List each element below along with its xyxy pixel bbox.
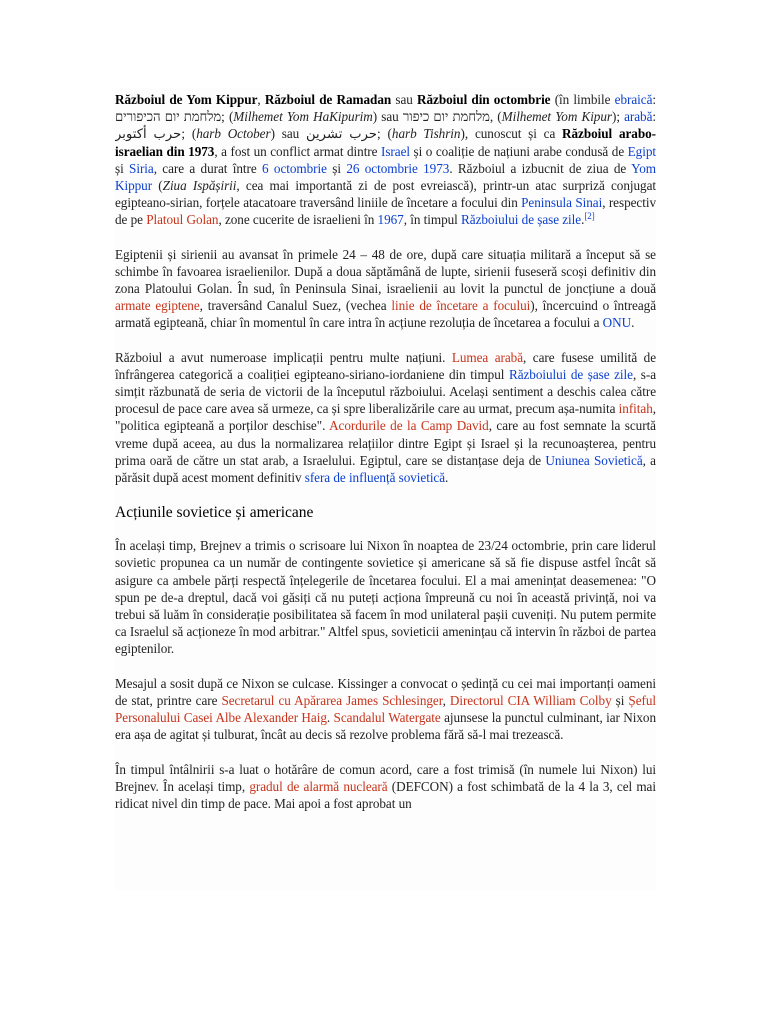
link-siria[interactable]: Siria <box>129 160 154 176</box>
text: . <box>581 212 585 228</box>
paragraph-advance <box>115 246 656 332</box>
link-armate-egiptene[interactable]: armate egiptene <box>115 298 200 314</box>
text: În același timp, Brejnev a trimis o scrisoare lui Nixon în noaptea de 23/24 octombrie, prin care liderul sovietic propunea ca un număr de contingente sovietice și americane să să fie dispuse astfel încât să asigure ca ambele părți respectă înțelegerile de încetarea focului. El a mai amenințat deasemenea: "O spun pe de-a dreptul, dacă voi găsiți că nu puteți acționa împreună cu noi în această privință, noi va trebui să luăm în considerație posibilitatea să facem în mod unilateral pașii cuveniți. Nu putem permite ca Israelul să acționeze în mod arbitrar." Altfel spus, sovieticii amenințau că intervin în război de partea egiptenilor. <box>115 538 656 657</box>
text: și <box>115 160 130 176</box>
link-linie-de-incetare[interactable]: linie de încetare a focului <box>391 298 531 314</box>
link-haig[interactable]: Șeful Personalului Casei Albe Alexander Haig <box>115 692 656 726</box>
text-arabic: ) sau حرب تشرين; ( <box>270 126 392 142</box>
section-heading: Acțiunile sovietice și americane <box>115 504 314 522</box>
text: Războiul a avut numeroase implicații pentru multe națiuni. <box>115 349 452 365</box>
term-yom-kippur-war: Războiul de Yom Kippur <box>115 92 258 107</box>
text: (în limbile <box>550 92 615 107</box>
text: ajunsese la punctul culminant, iar Nixon era așa de agitat și tulburat, încât au decis să rezolve problema fără să-l mai trezească. <box>115 710 656 743</box>
paragraph-defcon <box>115 761 656 813</box>
term-october-war: Războiul din octombrie <box>417 92 551 107</box>
link-colby[interactable]: Directorul CIA William Colby <box>449 692 612 708</box>
link-schlesinger[interactable]: Secretarul cu Apărarea James Schlesinger <box>221 692 443 708</box>
link-camp-david[interactable]: Acordurile de la Camp David <box>329 418 489 434</box>
text-italic: harb October <box>196 126 271 142</box>
link-razboiul-de-sase-zile-2[interactable]: Războiului de șase zile <box>508 366 633 382</box>
text-italic: Milhemet Yom Kipur <box>501 109 612 125</box>
link-platoul-golan[interactable]: Platoul Golan <box>146 212 219 228</box>
text-italic: Ziua Ispășirii <box>162 178 237 194</box>
text: , care fusese umilită de înfrângerea categorică a coaliției egipteano-siriano-iordaniene din timpul <box>115 349 656 382</box>
text: , a fost un conflict armat dintre <box>214 143 381 159</box>
link-26-octombrie[interactable]: 26 octombrie <box>346 160 418 176</box>
link-araba[interactable]: arabă <box>624 109 653 125</box>
text: În timpul întâlnirii s-a luat o hotărâre de comun acord, care a fost trimisă (în numele lui Nixon) lui Brejnev. În același timp, <box>115 761 656 794</box>
text: , <box>257 92 265 107</box>
text: Egiptenii și sirienii au avansat în primele 24 – 48 de ore, după care situația militară a început să se schimbe în favoarea israelienilor. După a doua săptămână de lupte, sirienii fuseseră scoși definitiv din zona Platoului Golan. În sud, în Peninsula Sinai, israelienii au lovit la punctul de joncțiune a două <box>115 246 656 297</box>
text: , s-a simțit răzbunată de seria de victorii de la începutul războiului. Același sentiment a deschis calea către procesul de pace care avea să urmeze, ca și spre liberalizările care au urmat, precum așa-numita <box>115 366 656 417</box>
text: , traversând Canalul Suez, (vechea <box>199 298 392 314</box>
paragraph-intro <box>115 91 656 229</box>
term-ramadan-war: Războiul de Ramadan <box>264 92 392 107</box>
text-italic: harb Tishrin <box>391 126 461 142</box>
link-yom-kippur[interactable]: Yom Kippur <box>115 160 656 194</box>
text: , care au fost semnate la scurtă vreme după aceea, au dus la normalizarea relațiilor dintre Egipt și Israel și la recunoașterea, pentru prima oară de către un stat arab, a Israelului. Egiptul, care se distanțase deja de <box>115 418 656 468</box>
text: , respectiv de pe <box>115 195 656 228</box>
text: , care a durat între <box>153 160 263 176</box>
text: . Războiul a izbucnit de ziua de <box>449 160 632 176</box>
link-peninsula-sinai[interactable]: Peninsula Sinai <box>521 195 603 211</box>
link-infitah[interactable]: infitah <box>618 401 653 417</box>
link-watergate[interactable]: Scandalul Watergate <box>333 710 441 726</box>
link-egipt[interactable]: Egipt <box>627 143 656 159</box>
text: , zone cucerite de israelieni în <box>218 212 378 228</box>
text: . <box>631 315 635 331</box>
text: (DEFCON) a fost schimbată de la 4 la 3, cel mai ridicat nivel din timp de pace. Mai apoi a fost aprobat un <box>115 778 656 811</box>
text: , a părăsit după acest moment definitiv <box>115 452 656 486</box>
text: și <box>326 160 347 176</box>
link-razboiul-de-sase-zile[interactable]: Războiului de șase zile <box>461 212 582 228</box>
text: și o coaliție de națiuni arabe condusă de <box>410 143 628 159</box>
link-onu[interactable]: ONU <box>602 315 632 331</box>
link-lumea-araba[interactable]: Lumea arabă <box>451 349 524 365</box>
paragraph-implications <box>115 349 656 487</box>
text: și <box>611 692 629 708</box>
text: ), cunoscut și ca <box>460 126 563 142</box>
term-arab-israeli-war: Războiul arabo-israelian din 1973 <box>115 126 656 159</box>
text: Mesajul a sosit după ce Nixon se culcase. Kissinger a convocat o ședință cu cei mai importanți oameni de stat, printre care <box>115 675 656 708</box>
link-1967[interactable]: 1967 <box>377 212 404 228</box>
link-sfera-de-influenta[interactable]: sfera de influență sovietică <box>304 470 446 486</box>
text: , <box>442 692 450 708</box>
link-israel[interactable]: Israel <box>381 143 410 159</box>
text: ( <box>152 178 163 194</box>
paragraph-kissinger-meeting <box>115 675 656 744</box>
article-body <box>115 88 656 890</box>
link-1973[interactable]: 1973 <box>423 160 450 176</box>
text: sau <box>391 92 418 107</box>
text: . <box>445 470 449 486</box>
text: ); <box>611 109 625 125</box>
link-defcon[interactable]: gradul de alarmă nucleară <box>249 778 388 794</box>
text-italic: Milhemet Yom HaKipurim <box>233 109 373 125</box>
text: , cea mai importantă zi de post evreiască), printr-un atac surpriză conjugat egipteano-sirian, forțele atacatoare traversând liniile de încetare a focului din <box>115 178 656 211</box>
link-uniunea-sovietica[interactable]: Uniunea Sovietică <box>545 452 643 468</box>
text: , "politica egipteană a porților deschise". <box>115 401 656 434</box>
link-ebraica[interactable]: ebraică <box>614 92 653 107</box>
text: , în timpul <box>403 212 462 228</box>
link-6-octombrie[interactable]: 6 octombrie <box>262 160 327 176</box>
paragraph-brezhnev-letter <box>115 537 656 657</box>
text-hebrew: : מלחמת יום הכיפורים; ( <box>115 92 656 125</box>
text-hebrew: ) sau מלחמת יום כיפור, ( <box>372 109 502 125</box>
text-arabic: : حرب أكتوبر; ( <box>115 109 656 142</box>
reference-link[interactable]: [2] <box>584 211 595 222</box>
text: . <box>326 710 334 726</box>
text: ), încercuind o întreagă armată egipteană, chiar în momentul în care intra în acțiune rezoluția de încetarea a focului a <box>115 298 656 331</box>
